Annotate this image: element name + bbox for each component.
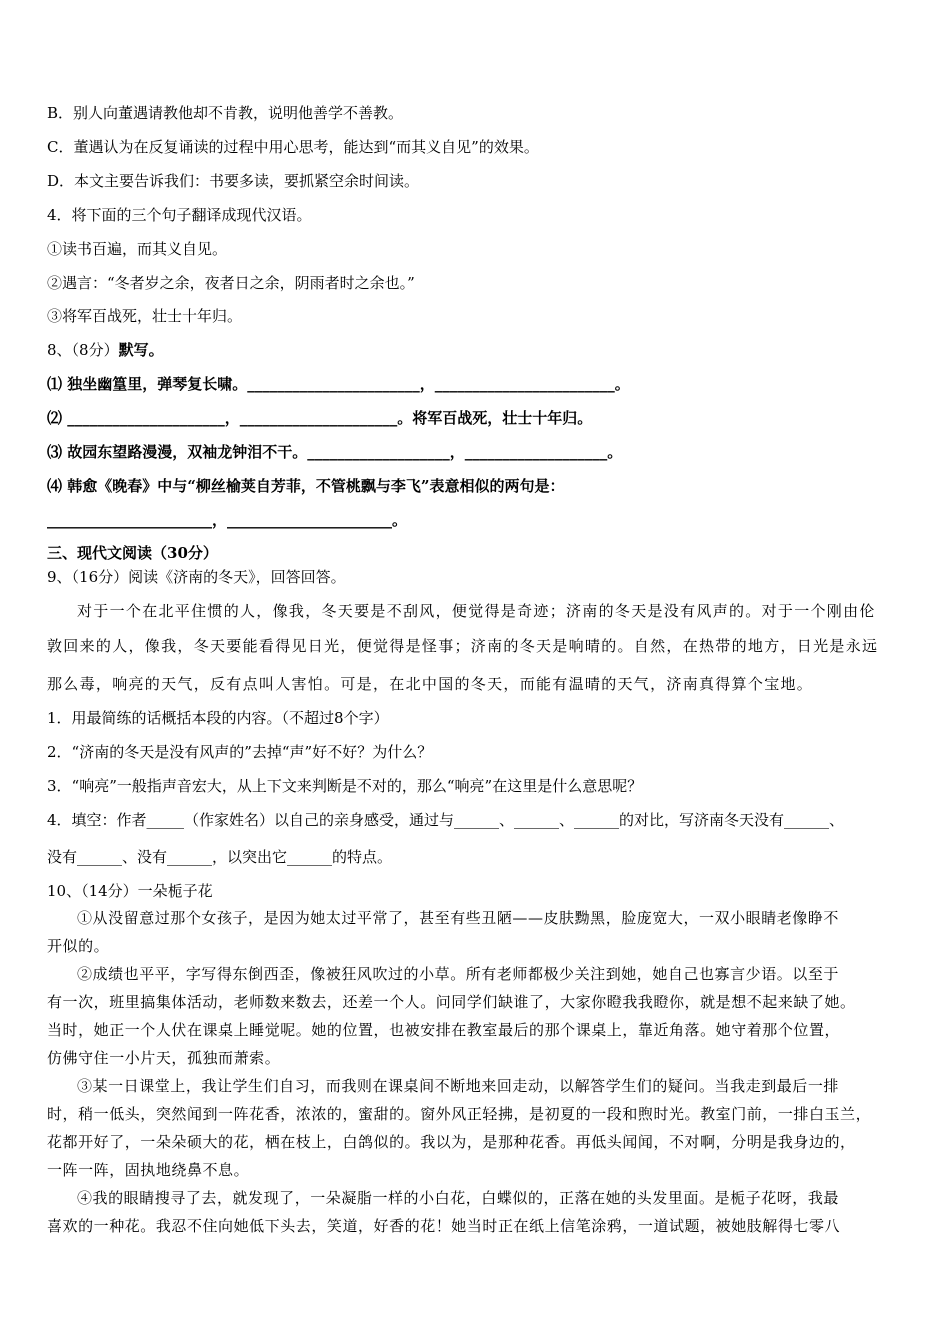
story-line: ①从没留意过那个女孩子，是因为她太过平常了，甚至有些丑陋——皮肤黝黑，脸庞宽大，一双小眼睛老像睁不 <box>77 909 839 927</box>
dictation-4-blanks: ______________________，______________________。 <box>47 511 408 529</box>
passage-line: 对于一个在北平住惯的人，像我，冬天要是不刮风，便觉得是奇迹；济南的冬天是没有风声的。对于一个刚由伦 <box>77 602 876 620</box>
dictation-4: ⑷ 韩愈《晚春》中与“柳丝榆荚自芳菲，不管桃飘与李飞”表意相似的两句是： <box>47 477 565 495</box>
story-line: ④我的眼睛搜寻了去，就发现了，一朵凝脂一样的小白花，白蝶似的，正落在她的头发里面。是栀子花呀，我最 <box>77 1189 839 1207</box>
section-3-heading: 三、现代文阅读（30分） <box>47 544 218 562</box>
story-line: 花都开好了，一朵朵硕大的花，栖在枝上，白鸽似的。我以为，是那种花香。再低头闻闻，不对啊，分明是我身边的， <box>47 1133 856 1151</box>
option-b: B．别人向董遇请教他却不肯教，说明他善学不善教。 <box>47 104 404 122</box>
story-line: ③某一日课堂上，我让学生们自习，而我则在课桌间不断地来回走动，以解答学生们的疑问。当我走到最后一排 <box>77 1077 839 1095</box>
q9-sub-3: 3．“响亮”一般指声音宏大，从上下文来判断是不对的，那么“响亮”在这里是什么意思呢？ <box>47 777 643 795</box>
story-line: ②成绩也平平，字写得东倒西歪，像被狂风吹过的小草。所有老师都极少关注到她，她自己也寡言少语。以至于 <box>77 965 839 983</box>
q9-sub-1: 1．用最简练的话概括本段的内容。（不超过8个字） <box>47 709 389 727</box>
question-8-number: 8、（8分） <box>47 341 119 359</box>
dictation-3: ⑶ 故园东望路漫漫，双袖龙钟泪不干。___________________，___________________。 <box>47 443 623 461</box>
story-line: 时，稍一低头，突然闻到一阵花香，浓浓的，蜜甜的。窗外风正轻拂，是初夏的一段和煦时光。教室门前，一排白玉兰， <box>47 1105 872 1123</box>
story-line: 当时，她正一个人伏在课桌上睡觉呢。她的位置，也被安排在教室最后的那个课桌上，靠近角落。她守着那个位置， <box>47 1021 841 1039</box>
dictation-2: ⑵ _____________________，_____________________。将军百战死，壮士十年归。 <box>47 409 593 427</box>
q9-sub-4: 4．填空：作者_____（作家姓名）以自己的亲身感受，通过与______、______、______的对比，写济南冬天没有______、 <box>47 811 845 829</box>
q9-sub-4-cont: 没有______、没有______，以突出它______的特点。 <box>47 848 393 866</box>
sentence-1: ①读书百遍，而其义自见。 <box>47 240 228 258</box>
question-4: 4．将下面的三个句子翻译成现代汉语。 <box>47 206 312 224</box>
story-line: 开似的。 <box>47 937 110 955</box>
passage-line: 敦回来的人，像我，冬天要能看得见日光，便觉得是怪事；济南的冬天是响晴的。自然，在热带的地方，日光是永远 <box>47 637 879 655</box>
story-line: 一阵一阵，固执地绕鼻不息。 <box>47 1161 250 1179</box>
option-c: C．董遇认为在反复诵读的过程中用心思考，能达到“而其义自见”的效果。 <box>47 138 539 156</box>
sentence-3: ③将军百战死，壮士十年归。 <box>47 307 243 325</box>
sentence-2: ②遇言：“冬者岁之余，夜者日之余，阴雨者时之余也。” <box>47 274 415 292</box>
dictation-1: ⑴ 独坐幽篁里，弹琴复长啸。_______________________，________________________。 <box>47 375 630 393</box>
question-9-heading: 9、（16分）阅读《济南的冬天》，回答回答。 <box>47 568 346 586</box>
story-line: 有一次，班里搞集体活动，老师数来数去，还差一个人。问同学们缺谁了，大家你瞪我我瞪你，就是想不起来缺了她。 <box>47 993 856 1011</box>
question-10-heading: 10、（14分）一朵栀子花 <box>47 882 213 900</box>
passage-line: 那么毒，响亮的天气，反有点叫人害怕。可是，在北中国的冬天，而能有温晴的天气，济南真得算个宝地。 <box>47 675 814 693</box>
option-d: D．本文主要告诉我们：书要多读，要抓紧空余时间读。 <box>47 172 420 190</box>
q9-sub-2: 2．“济南的冬天是没有风声的”去掉“声”好不好？为什么？ <box>47 743 433 761</box>
story-line: 喜欢的一种花。我忍不住向她低下头去，笑道，好香的花！她当时正在纸上信笔涂鸦，一道试题，被她肢解得七零八 <box>47 1217 841 1235</box>
question-8-title: 默写。 <box>118 341 164 359</box>
story-line: 仿佛守住一小片天，孤独而萧索。 <box>47 1049 281 1067</box>
question-8-heading <box>47 340 907 360</box>
